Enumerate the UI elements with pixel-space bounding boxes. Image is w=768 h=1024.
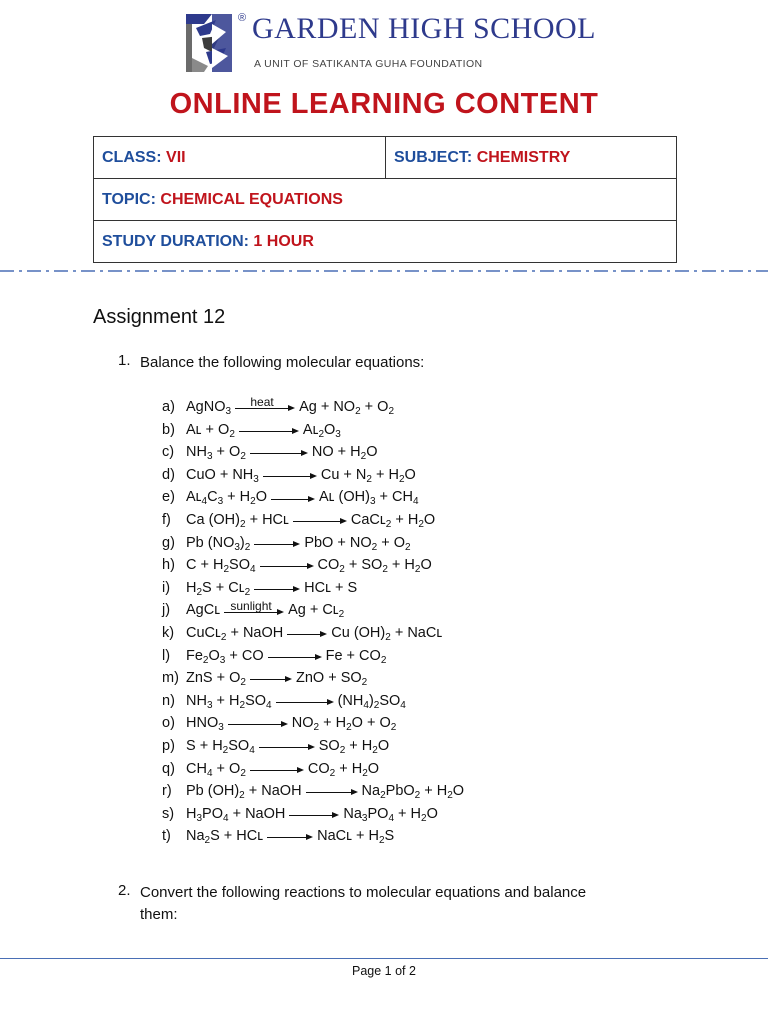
duration-value: 1 HOUR (253, 232, 314, 250)
equation-letter: o) (162, 715, 175, 732)
reaction-arrow-icon (239, 423, 299, 437)
equation-row (162, 419, 662, 442)
equation-products: Aʟ $(OH)_3 + CH_4$ (318, 489, 419, 508)
reaction-arrow-icon (271, 491, 315, 505)
reaction-arrow-icon (250, 671, 292, 685)
footer-divider (0, 958, 768, 959)
equation-reactants: Aʟ + $O_2$ (186, 421, 235, 440)
registered-mark: ® (238, 12, 247, 24)
section-divider (0, 270, 768, 272)
equation-reactants: AgNO$_3$ (186, 399, 232, 417)
equation-products: ZnO + $SO_2$ (295, 670, 368, 689)
reaction-condition: sunlight (230, 598, 272, 613)
school-subtitle: A UNIT OF SATIKANTA GUHA FOUNDATION (254, 58, 483, 70)
equation-reactants: $S + H_2SO_4$ (186, 737, 255, 756)
page-number: Page 1 of 2 (352, 964, 416, 978)
question-text: Convert the following reactions to molecular equations and balance them: (140, 884, 587, 923)
topic-cell (94, 179, 677, 221)
equation-letter: p) (162, 737, 175, 754)
question-1 (118, 352, 678, 376)
equation-letter: m) (162, 670, 179, 687)
equation-row (162, 735, 662, 758)
equation-reactants: AgCʟ (186, 602, 221, 619)
equation-products: $Na_3PO_4 + H_2O$ (343, 805, 438, 824)
question-text: Balance the following molecular equations: (140, 354, 425, 371)
duration-label: STUDY DURATION: (102, 232, 249, 250)
equation-row (162, 622, 662, 645)
equation-row (162, 690, 662, 713)
equation-letter: q) (162, 760, 175, 777)
equation-reactants: $CH_4 + O_2$ (186, 760, 246, 779)
equation-row (162, 712, 662, 735)
equation-row (162, 825, 662, 848)
equation-row (162, 599, 662, 622)
duration-cell (94, 221, 677, 263)
equation-letter: d) (162, 466, 175, 483)
equation-reactants: $NH_3 + O_2$ (186, 444, 246, 463)
info-table (93, 136, 677, 263)
school-logo-icon (186, 14, 238, 72)
reaction-arrow-icon (289, 807, 339, 821)
equation-reactants: ZnS + $O_2$ (186, 670, 246, 689)
equation-row (162, 554, 662, 577)
assignment-title: Assignment 12 (93, 306, 226, 328)
reaction-condition: heat (250, 395, 274, 410)
equation-letter: r) (162, 783, 172, 800)
reaction-arrow-icon (263, 468, 317, 482)
equation-row (162, 532, 662, 555)
equation-letter: c) (162, 444, 175, 461)
equation-row (162, 464, 662, 487)
equation-products: NaCʟ + $H_2S$ (317, 828, 395, 847)
subject-label: SUBJECT: (394, 148, 473, 166)
equation-products: $Aʟ_2O_3$ (302, 421, 341, 440)
equation-row (162, 803, 662, 826)
equation-letter: a) (162, 399, 175, 415)
equation-reactants: $C + H_2SO_4$ (186, 557, 256, 576)
equation-products: PbO + $NO_2 + O_2$ (304, 534, 411, 553)
reaction-arrow-icon (267, 829, 313, 843)
equation-letter: j) (162, 602, 171, 619)
school-header (0, 0, 768, 80)
equation-letter: h) (162, 557, 175, 574)
reaction-arrow-icon (254, 581, 300, 595)
equation-reactants: CuO + $NH_3$ (186, 466, 259, 485)
equation-products: $Cu + N_2 + H_2O$ (320, 466, 416, 485)
reaction-arrow-icon (259, 739, 315, 753)
equation-row (162, 758, 662, 781)
subject-cell (386, 137, 677, 179)
reaction-arrow-icon (268, 649, 322, 663)
question-2 (118, 882, 678, 930)
equation-letter: f) (162, 511, 171, 528)
equation-reactants: $H_3PO_4$ + NaOH (186, 805, 286, 824)
question-number: 1. (118, 352, 131, 369)
school-name: GARDEN HIGH SCHOOL (252, 12, 596, 45)
class-label: CLASS: (102, 148, 162, 166)
equation-list (162, 396, 662, 848)
equation-products: $Na_2PbO_2 + H_2O$ (361, 783, 465, 802)
equation-row (162, 667, 662, 690)
equation-products: $NO_2 + H_2O + O_2$ (291, 715, 397, 734)
reaction-arrow-icon (235, 395, 295, 414)
reaction-arrow-icon (250, 445, 308, 459)
equation-reactants: $Aʟ_4C_3 + H_2O$ (186, 489, 267, 508)
reaction-arrow-icon (228, 716, 288, 730)
class-value: VII (166, 148, 186, 166)
question-number: 2. (118, 882, 131, 899)
equation-reactants: $Na_2S$ + HCʟ (186, 828, 264, 847)
equation-products: $CO_2 + H_2O$ (307, 760, 380, 779)
equation-reactants: $H_2S$ + Cʟ$_2$ (186, 579, 251, 598)
equation-products: $SO_2 + H_2O$ (318, 737, 390, 756)
equation-letter: t) (162, 828, 171, 845)
equation-letter: g) (162, 534, 175, 551)
reaction-arrow-icon (287, 626, 327, 640)
reaction-arrow-icon (254, 536, 300, 550)
equation-products: $Fe + CO_2$ (325, 647, 387, 666)
reaction-arrow-icon (250, 762, 304, 776)
equation-row (162, 396, 662, 419)
equation-letter: l) (162, 647, 171, 664)
reaction-arrow-icon (293, 513, 347, 527)
topic-label: TOPIC: (102, 190, 156, 208)
reaction-arrow-icon (306, 784, 358, 798)
equation-reactants: $HNO_3$ (186, 715, 224, 734)
equation-reactants: CuCʟ$_2$ + NaOH (186, 624, 284, 643)
equation-row (162, 441, 662, 464)
equation-reactants: $Fe_2O_3$ + CO (186, 647, 264, 666)
equation-letter: b) (162, 421, 175, 438)
equation-letter: i) (162, 579, 171, 596)
equation-reactants: $NH_3 + H_2SO_4$ (186, 692, 272, 711)
equation-row (162, 486, 662, 509)
equation-products: Ag + Cʟ$_2$ (288, 602, 345, 621)
equation-products: $CO_2 + SO_2 + H_2O$ (317, 557, 432, 576)
topic-value: CHEMICAL EQUATIONS (160, 190, 343, 208)
equation-products: HCʟ + S (304, 579, 358, 596)
reaction-arrow-icon (276, 694, 334, 708)
equation-reactants: Pb $(NO_3)_2$ (186, 534, 251, 553)
equation-row (162, 780, 662, 803)
equation-products: Cu $(OH)_2$ + NaCʟ (331, 624, 443, 643)
page-title: ONLINE LEARNING CONTENT (169, 88, 599, 120)
subject-value: CHEMISTRY (476, 148, 571, 166)
reaction-arrow-icon (260, 558, 314, 572)
class-cell (94, 137, 386, 179)
equation-row (162, 509, 662, 532)
equation-products: $(NH_4)_2SO_4$ (337, 692, 406, 711)
equation-row (162, 645, 662, 668)
equation-products: CaCʟ$_2$ + $H_2O$ (350, 511, 436, 530)
equation-products: NO + $H_2O$ (311, 444, 378, 463)
equation-letter: k) (162, 624, 175, 641)
equation-letter: e) (162, 489, 175, 506)
equation-products: $Ag + NO_2 + O_2$ (299, 399, 395, 417)
equation-letter: n) (162, 692, 175, 709)
equation-reactants: Pb $(OH)_2$ + NaOH (186, 783, 302, 802)
reaction-arrow-icon (224, 598, 284, 618)
equation-reactants: Ca $(OH)_2$ + HCʟ (186, 511, 289, 530)
equation-letter: s) (162, 805, 175, 822)
